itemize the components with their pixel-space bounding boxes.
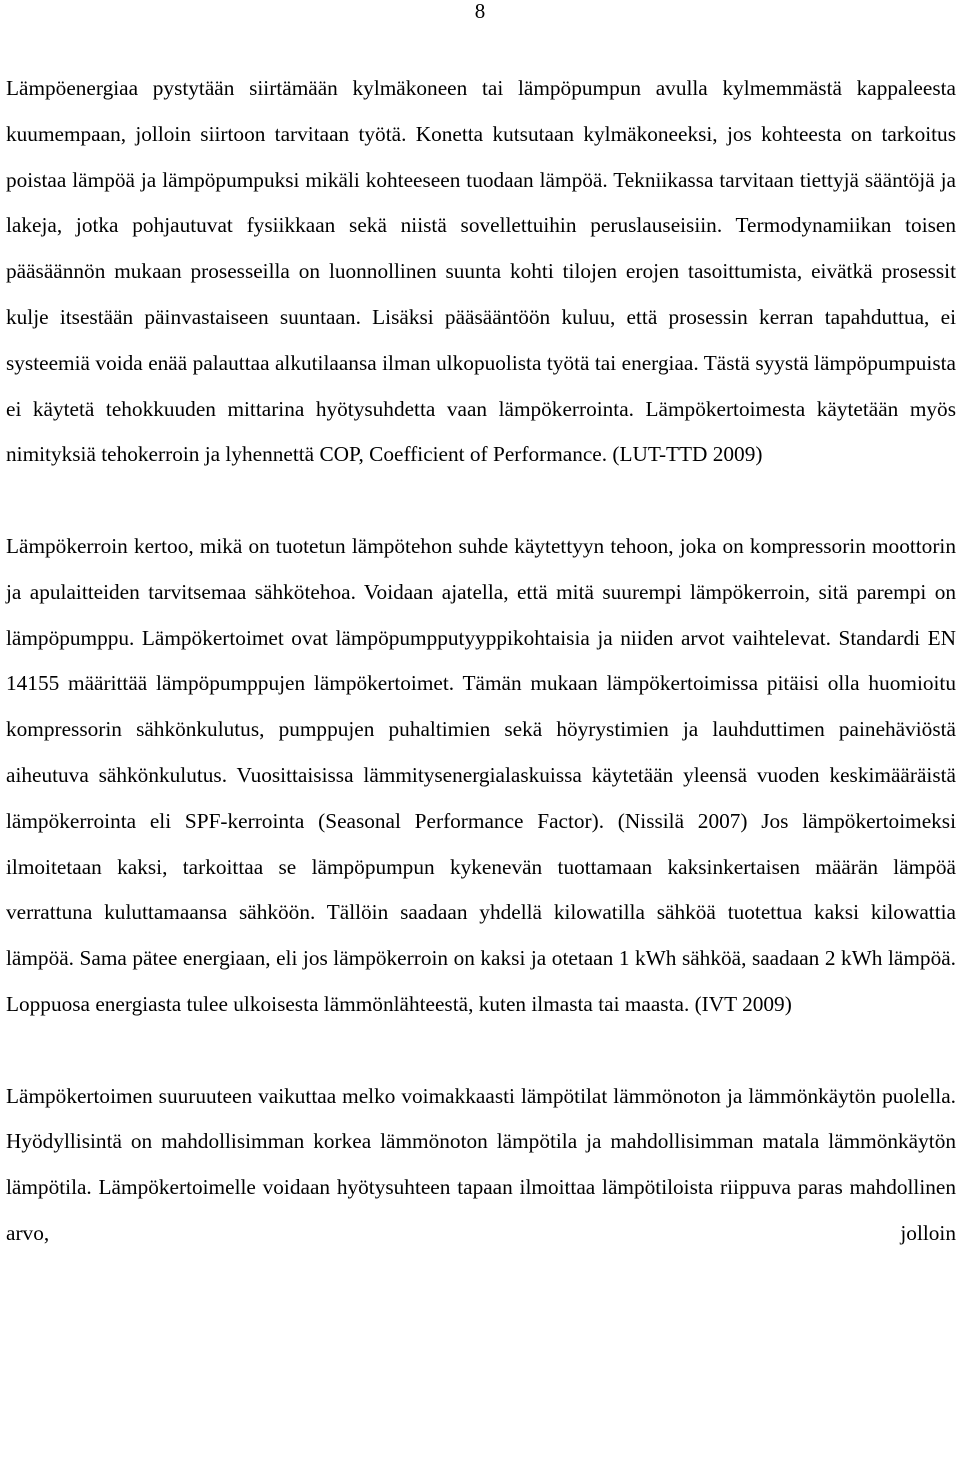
document-body <box>6 66 956 1257</box>
page-number: 8 <box>474 0 486 23</box>
paragraph-temperature-influence: Lämpökertoimen suuruuteen vaikuttaa melko voimakkaasti lämpötilat lämmönoton ja lämmönkäytön puolella. Hyödyllisintä on mahdollisimman korkea lämmönoton lämpötila ja mahdollisimman matala lämmönkäytön lämpötila. Lämpökertoimelle voidaan hyötysuhteen tapaan ilmoittaa lämpötiloista riippuva paras mahdollinen arvo, jolloin <box>6 1083 956 1245</box>
paragraph-coefficient-of-performance: Lämpökerroin kertoo, mikä on tuotetun lämpötehon suhde käytettyyn tehoon, joka on kompressorin moottorin ja apulaitteiden tarvitsemaa sähkötehoa. Voidaan ajatella, että mitä suurempi lämpökerroin, sitä parempi on lämpöpumppu. Lämpökertoimet ovat lämpöpumpputyyppikohtaisia ja niiden arvot vaihtelevat. Standardi EN 14155 määrittää lämpöpumppujen lämpökertoimet. Tämän mukaan lämpökertoimissa pitäisi olla huomioitu kompressorin sähkönkulutus, pumppujen puhaltimien sekä höyrystimien ja lauhduttimen painehäviöstä aiheutuva sähkönkulutus. Vuosittaisissa lämmitysenergialaskuissa käytetään yleensä vuoden keskimääräistä lämpökerrointa eli SPF-kerrointa (Seasonal Performance Factor). (Nissilä 2007) Jos lämpökertoimeksi ilmoitetaan kaksi, tarkoittaa se lämpöpumpun kykenevän tuottamaan kaksinkertaisen määrän lämpöä verrattuna kuluttamaansa sähköön. Tällöin saadaan yhdellä kilowatilla sähköä tuotettua kaksi kilowattia lämpöä. Sama pätee energiaan, eli jos lämpökerroin on kaksi ja otetaan 1 kWh sähköä, saadaan 2 kWh lämpöä. Loppuosa energiasta tulee ulkoisesta lämmönlähteestä, kuten ilmasta tai maasta. (IVT 2009) <box>6 533 956 1016</box>
paragraph-heat-pump-principle: Lämpöenergiaa pystytään siirtämään kylmäkoneen tai lämpöpumpun avulla kylmemmästä kappaleesta kuumempaan, jolloin siirtoon tarvitaan työtä. Konetta kutsutaan kylmäkoneeksi, jos kohteesta on tarkoitus poistaa lämpöä ja lämpöpumpuksi mikäli kohteeseen tuodaan lämpöä. Tekniikassa tarvitaan tiettyjä sääntöjä ja lakeja, jotka pohjautuvat fysiikkaan sekä niistä sovellettuihin peruslauseisiin. Termodynamiikan toisen pääsäännön mukaan prosesseilla on luonnollinen suunta kohti tilojen erojen tasoittumista, eivätkä prosessit kulje itsestään päinvastaiseen suuntaan. Lisäksi pääsääntöön kuluu, että prosessin kerran tapahduttua, ei systeemiä voida enää palauttaa alkutilaansa ilman ulkopuolista työtä tai energiaa. Tästä syystä lämpöpumpuista ei käytetä tehokkuuden mittarina hyötysuhdetta vaan lämpökerrointa. Lämpökertoimesta käytetään myös nimityksiä tehokerroin ja lyhennettä COP, Coefficient of Performance. (LUT-TTD 2009) <box>6 76 956 467</box>
